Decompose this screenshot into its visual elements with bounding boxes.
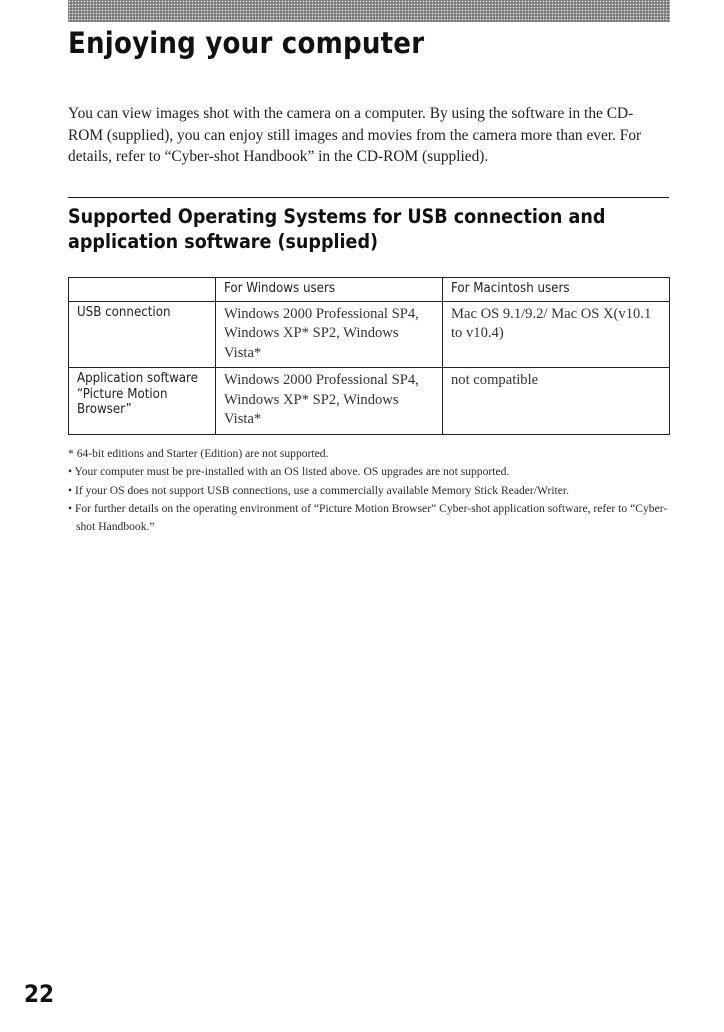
- row-label-application: Application software “Picture Motion Browser”: [69, 368, 216, 435]
- usb-windows-cell: Windows 2000 Professional SP4, Windows XP* SP2, Windows Vista*: [216, 301, 443, 368]
- os-compatibility-table: [68, 277, 670, 435]
- app-mac-cell: not compatible: [443, 368, 670, 435]
- usb-mac-cell: Mac OS 9.1/9.2/ Mac OS X(v10.1 to v10.4): [443, 301, 670, 368]
- notes-list: [68, 445, 673, 536]
- header-blank-cell: [69, 278, 216, 302]
- page-title: Enjoying your computer: [68, 26, 425, 60]
- intro-paragraph: You can view images shot with the camera on a computer. By using the software in the CD-ROM (supplied), you can enjoy still images and movies from the camera more than ever. For details, refer to “Cyber-shot Handbook” in the CD-ROM (supplied).: [68, 105, 642, 165]
- note-usb-support: • If your OS does not support USB connections, use a commercially available Memory Stick Reader/Writer.: [68, 483, 570, 497]
- header-windows: For Windows users: [216, 278, 443, 302]
- table-row: [69, 368, 670, 435]
- header-macintosh: For Macintosh users: [443, 278, 670, 302]
- row-label-usb: USB connection: [69, 301, 216, 368]
- page-number: 22: [24, 980, 55, 1008]
- app-windows-cell: Windows 2000 Professional SP4, Windows XP* SP2, Windows Vista*: [216, 368, 443, 435]
- table-row: [69, 301, 670, 368]
- note-preinstalled: • Your computer must be pre-installed with an OS listed above. OS upgrades are not supported.: [68, 465, 510, 479]
- section-title: Supported Operating Systems for USB connection and application software (supplied): [68, 205, 606, 253]
- footnote-64bit: * 64-bit editions and Starter (Edition) are not supported.: [68, 447, 329, 460]
- section-header-band: [68, 0, 670, 22]
- section-divider: [68, 197, 669, 198]
- table-header-row: [69, 278, 670, 302]
- note-further-details: • For further details on the operating environment of “Picture Motion Browser” Cyber-shot application software, refer to “Cyber-shot Handbook.”: [68, 501, 668, 534]
